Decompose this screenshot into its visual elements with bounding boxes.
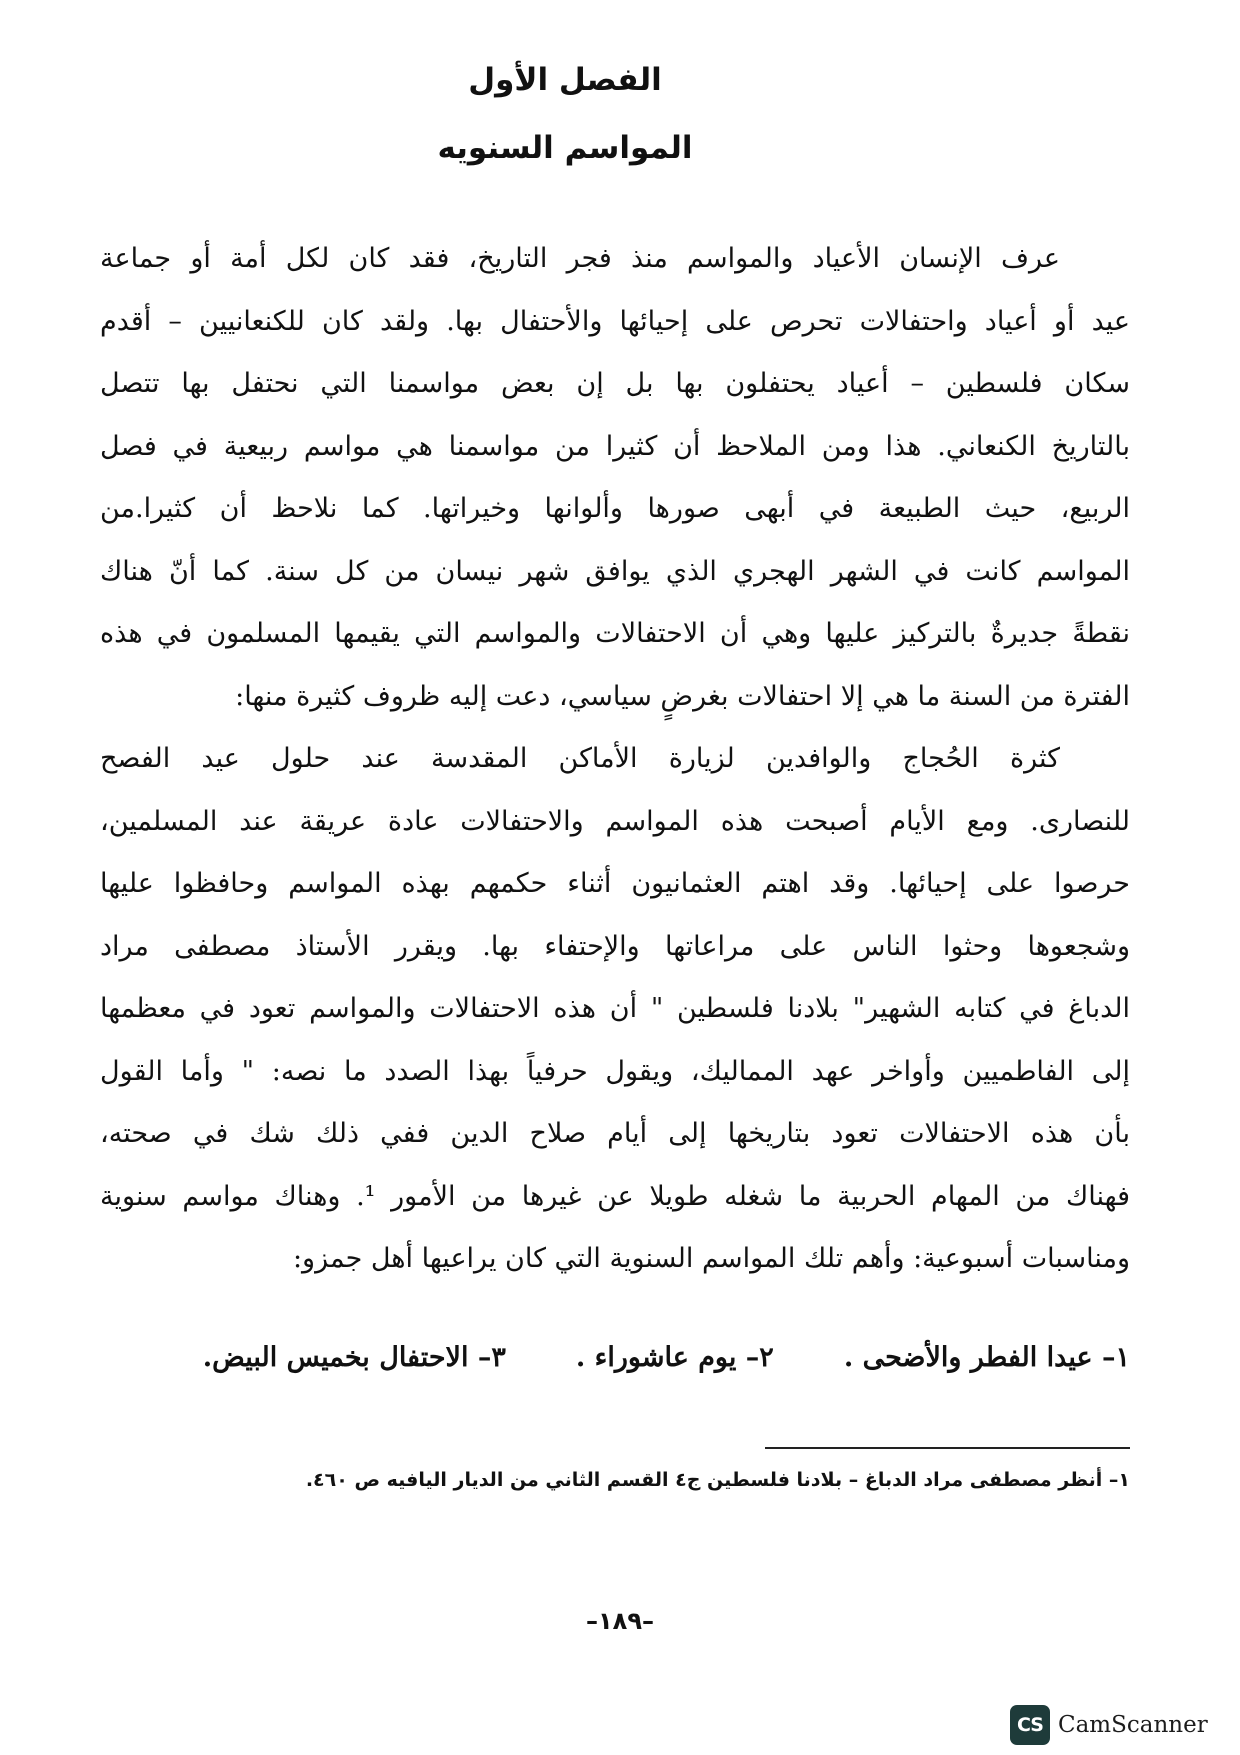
body-line: عيد أو أعياد واحتفالات تحرص على إحيائها والأحتفال بها. ولقد كان للكنعانيين – أقدم — [100, 305, 1130, 337]
body-line: بالتاريخ الكنعاني. هذا ومن الملاحظ أن كثيرا من مواسمنا هي مواسم ربيعية في فصل — [100, 430, 1130, 462]
list-item: ٢– يوم عاشوراء . — [575, 1342, 774, 1373]
seasons-list — [100, 1338, 1130, 1378]
list-item: ٣– الاحتفال بخميس البيض. — [202, 1342, 506, 1373]
body-line: بأن هذه الاحتفالات تعود بتاريخها إلى أيام صلاح الدين ففي ذلك شك في صحته، — [100, 1118, 1130, 1149]
body-line: الفترة من السنة ما هي إلا احتفالات بغرضٍ سياسي، دعت إليه ظروف كثيرة منها: — [235, 680, 1130, 712]
body-line: للنصارى. ومع الأيام أصبحت هذه المواسم والاحتفالات عادة عريقة عند المسلمين، — [100, 805, 1130, 837]
camscanner-watermark — [1010, 1705, 1208, 1745]
body-text — [100, 228, 1130, 1291]
body-line: الدباغ في كتابه الشهير" بلادنا فلسطين " أن هذه الاحتفالات والمواسم تعود في معظمها — [100, 993, 1130, 1024]
footnote-separator — [765, 1447, 1130, 1449]
body-line: كثرة الحُجاج والوافدين لزيارة الأماكن المقدسة عند حلول عيد الفصح — [100, 743, 1060, 774]
page-number: –١٨٩– — [586, 1607, 654, 1635]
camscanner-logo-icon: CS — [1010, 1705, 1050, 1745]
footnote: ١– أنظر مصطفى مراد الدباغ – بلادنا فلسطين ج٤ القسم الثاني من الديار اليافيه ص ٤٦٠. — [305, 1469, 1130, 1491]
body-line: إلى الفاطميين وأواخر عهد المماليك، ويقول حرفياً بهذا الصدد ما نصه: " وأما القول — [100, 1055, 1130, 1087]
body-line: نقطةً جديرةٌ بالتركيز عليها وهي أن الاحتفالات والمواسم التي يقيمها المسلمون في هذه — [100, 618, 1130, 649]
body-line: الربيع، حيث الطبيعة في أبهى صورها وألوانها وخيراتها. كما نلاحظ أن كثيرا.من — [100, 493, 1130, 524]
body-line: فهناك من المهام الحربية ما شغله طويلا عن غيرها من الأمور ¹. وهناك مواسم سنوية — [100, 1180, 1130, 1212]
body-line: المواسم كانت في الشهر الهجري الذي يوافق شهر نيسان من كل سنة. كما أنّ هناك — [100, 555, 1130, 587]
chapter-heading: الفصل الأول — [468, 62, 662, 98]
body-line: سكان فلسطين – أعياد يحتفلون بها بل إن بعض مواسمنا التي نحتفل بها تتصل — [100, 368, 1130, 399]
body-line: حرصوا على إحيائها. وقد اهتم العثمانيون أثناء حكمهم بهذه المواسم وحافظوا عليها — [100, 868, 1130, 899]
watermark-brand: CamScanner — [1058, 1712, 1208, 1738]
body-line: وشجعوها وحثوا الناس على مراعاتها والإحتفاء بها. ويقرر الأستاذ مصطفى مراد — [100, 930, 1130, 962]
body-line: عرف الإنسان الأعياد والمواسم منذ فجر التاريخ، فقد كان لكل أمة أو جماعة — [100, 243, 1060, 274]
list-item: ١– عيدا الفطر والأضحى . — [843, 1342, 1130, 1373]
body-line: ومناسبات أسبوعية: وأهم تلك المواسم السنوية التي كان يراعيها أهل جمزو: — [292, 1243, 1130, 1274]
chapter-title: المواسم السنويه — [437, 130, 693, 166]
